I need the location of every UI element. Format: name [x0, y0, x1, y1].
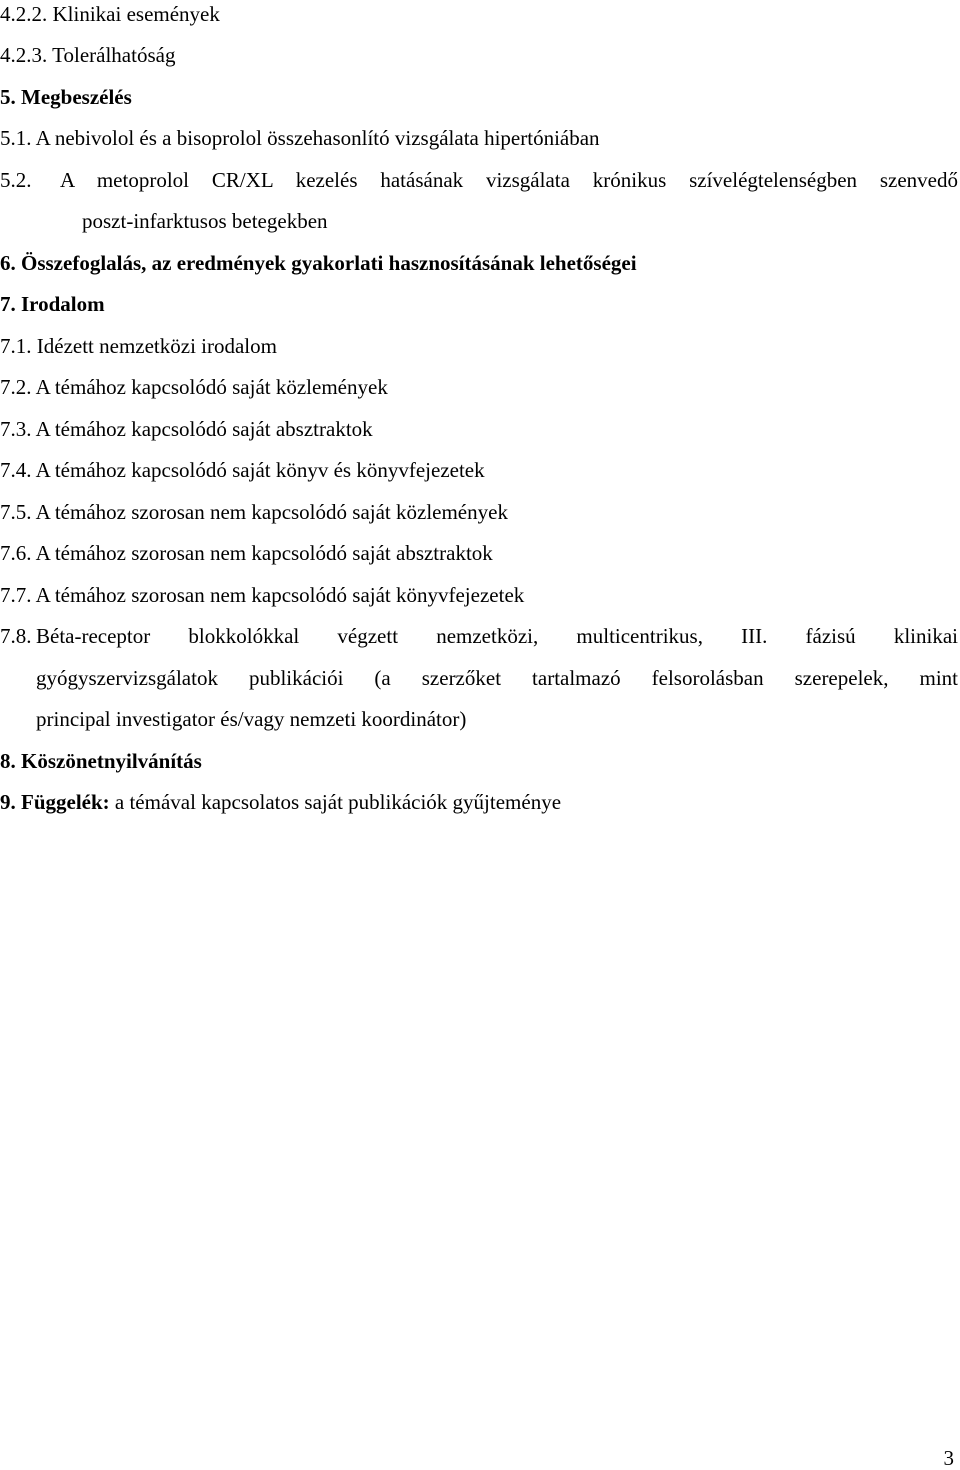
toc-entry-title: A témához kapcsolódó saját közlemények: [35, 375, 388, 399]
toc-entry-number: 4.2.2.: [0, 2, 48, 26]
toc-entry-7-3: [0, 416, 960, 442]
toc-entry-5: [0, 84, 960, 110]
toc-entry-title: A témához kapcsolódó saját könyv és könyvfejezetek: [35, 458, 485, 482]
toc-entry-6: [0, 250, 960, 276]
toc-entry-title: A témához szorosan nem kapcsolódó saját absztraktok: [35, 541, 493, 565]
toc-entry-8: [0, 748, 960, 774]
toc-entry-number: 7.: [0, 292, 16, 316]
toc-entry-number: 8.: [0, 749, 16, 773]
toc-entry-number: 7.8.: [0, 624, 32, 648]
toc-entry-title: A témához szorosan nem kapcsolódó saját könyvfejezetek: [35, 583, 525, 607]
toc-entry-7-5: [0, 499, 960, 525]
toc-entry-title: Köszönetnyilvánítás: [21, 749, 202, 773]
toc-entry-title: a témával kapcsolatos saját publikációk gyűjteménye: [114, 790, 562, 814]
toc-entry-7-4: [0, 457, 960, 483]
toc-entry-label: Függelék:: [21, 790, 110, 814]
toc-entry-number: 5.: [0, 85, 16, 109]
toc-entry-title: A témához kapcsolódó saját absztraktok: [35, 417, 373, 441]
toc-entry-7: [0, 291, 960, 317]
toc-entry-number: 7.2.: [0, 375, 32, 399]
toc-entry-7-2: [0, 374, 960, 400]
toc-entry-number: 7.6.: [0, 541, 32, 565]
toc-entry-number: 7.1.: [0, 334, 32, 358]
toc-entry-title: Tolerálhatóság: [52, 43, 176, 67]
toc-entry-7-8-continuation-2: [36, 706, 960, 732]
toc-entry-number: 7.4.: [0, 458, 32, 482]
toc-entry-title-line-1: A metoprolol CR/XL kezelés hatásának vizsgálata krónikus szívelégtelenségben szenvedő: [60, 168, 958, 192]
toc-entry-title: Idézett nemzetközi irodalom: [36, 334, 277, 358]
toc-entry-title-line-1: Béta-receptor blokkolókkal végzett nemzetközi, multicentrikus, III. fázisú klinikai: [36, 624, 958, 648]
toc-entry-7-8: [0, 623, 958, 649]
toc-entry-title-line-3: principal investigator és/vagy nemzeti koordinátor): [36, 707, 467, 731]
toc-entry-title: Összefoglalás, az eredmények gyakorlati hasznosításának lehetőségei: [21, 251, 637, 275]
toc-entry-number: 7.3.: [0, 417, 32, 441]
toc-entry-title-line-2: gyógyszervizsgálatok publikációi (a szerzőket tartalmazó felsorolásban szerepelek, mint: [36, 666, 958, 690]
toc-entry-number: 5.2.: [0, 168, 32, 192]
toc-entry-number: 7.5.: [0, 500, 32, 524]
toc-entry-5-2-continuation: [82, 208, 960, 234]
toc-entry-7-7: [0, 582, 960, 608]
toc-entry-5-1: [0, 125, 960, 151]
toc-entry-7-6: [0, 540, 960, 566]
toc-entry-number: 6.: [0, 251, 16, 275]
toc-entry-number: 9.: [0, 790, 16, 814]
toc-entry-number: 5.1.: [0, 126, 32, 150]
toc-entry-title: A témához szorosan nem kapcsolódó saját közlemények: [35, 500, 508, 524]
toc-entry-7-8-continuation-1: [36, 665, 958, 691]
page-number: 3: [943, 1446, 954, 1470]
toc-entry-title: Megbeszélés: [21, 85, 132, 109]
toc-entry-title: Irodalom: [21, 292, 105, 316]
toc-entry-7-1: [0, 333, 960, 359]
toc-entry-4-2-3: [0, 42, 960, 68]
toc-entry-number: 4.2.3.: [0, 43, 48, 67]
toc-entry-number: 7.7.: [0, 583, 32, 607]
toc-entry-title-line-2: poszt-infarktusos betegekben: [82, 209, 328, 233]
toc-entry-title: Klinikai események: [52, 2, 220, 26]
toc-entry-9: [0, 789, 960, 815]
toc-entry-title: A nebivolol és a bisoprolol összehasonlító vizsgálata hipertóniában: [35, 126, 600, 150]
toc-entry-4-2-2: [0, 1, 960, 27]
toc-entry-5-2: [0, 167, 958, 193]
